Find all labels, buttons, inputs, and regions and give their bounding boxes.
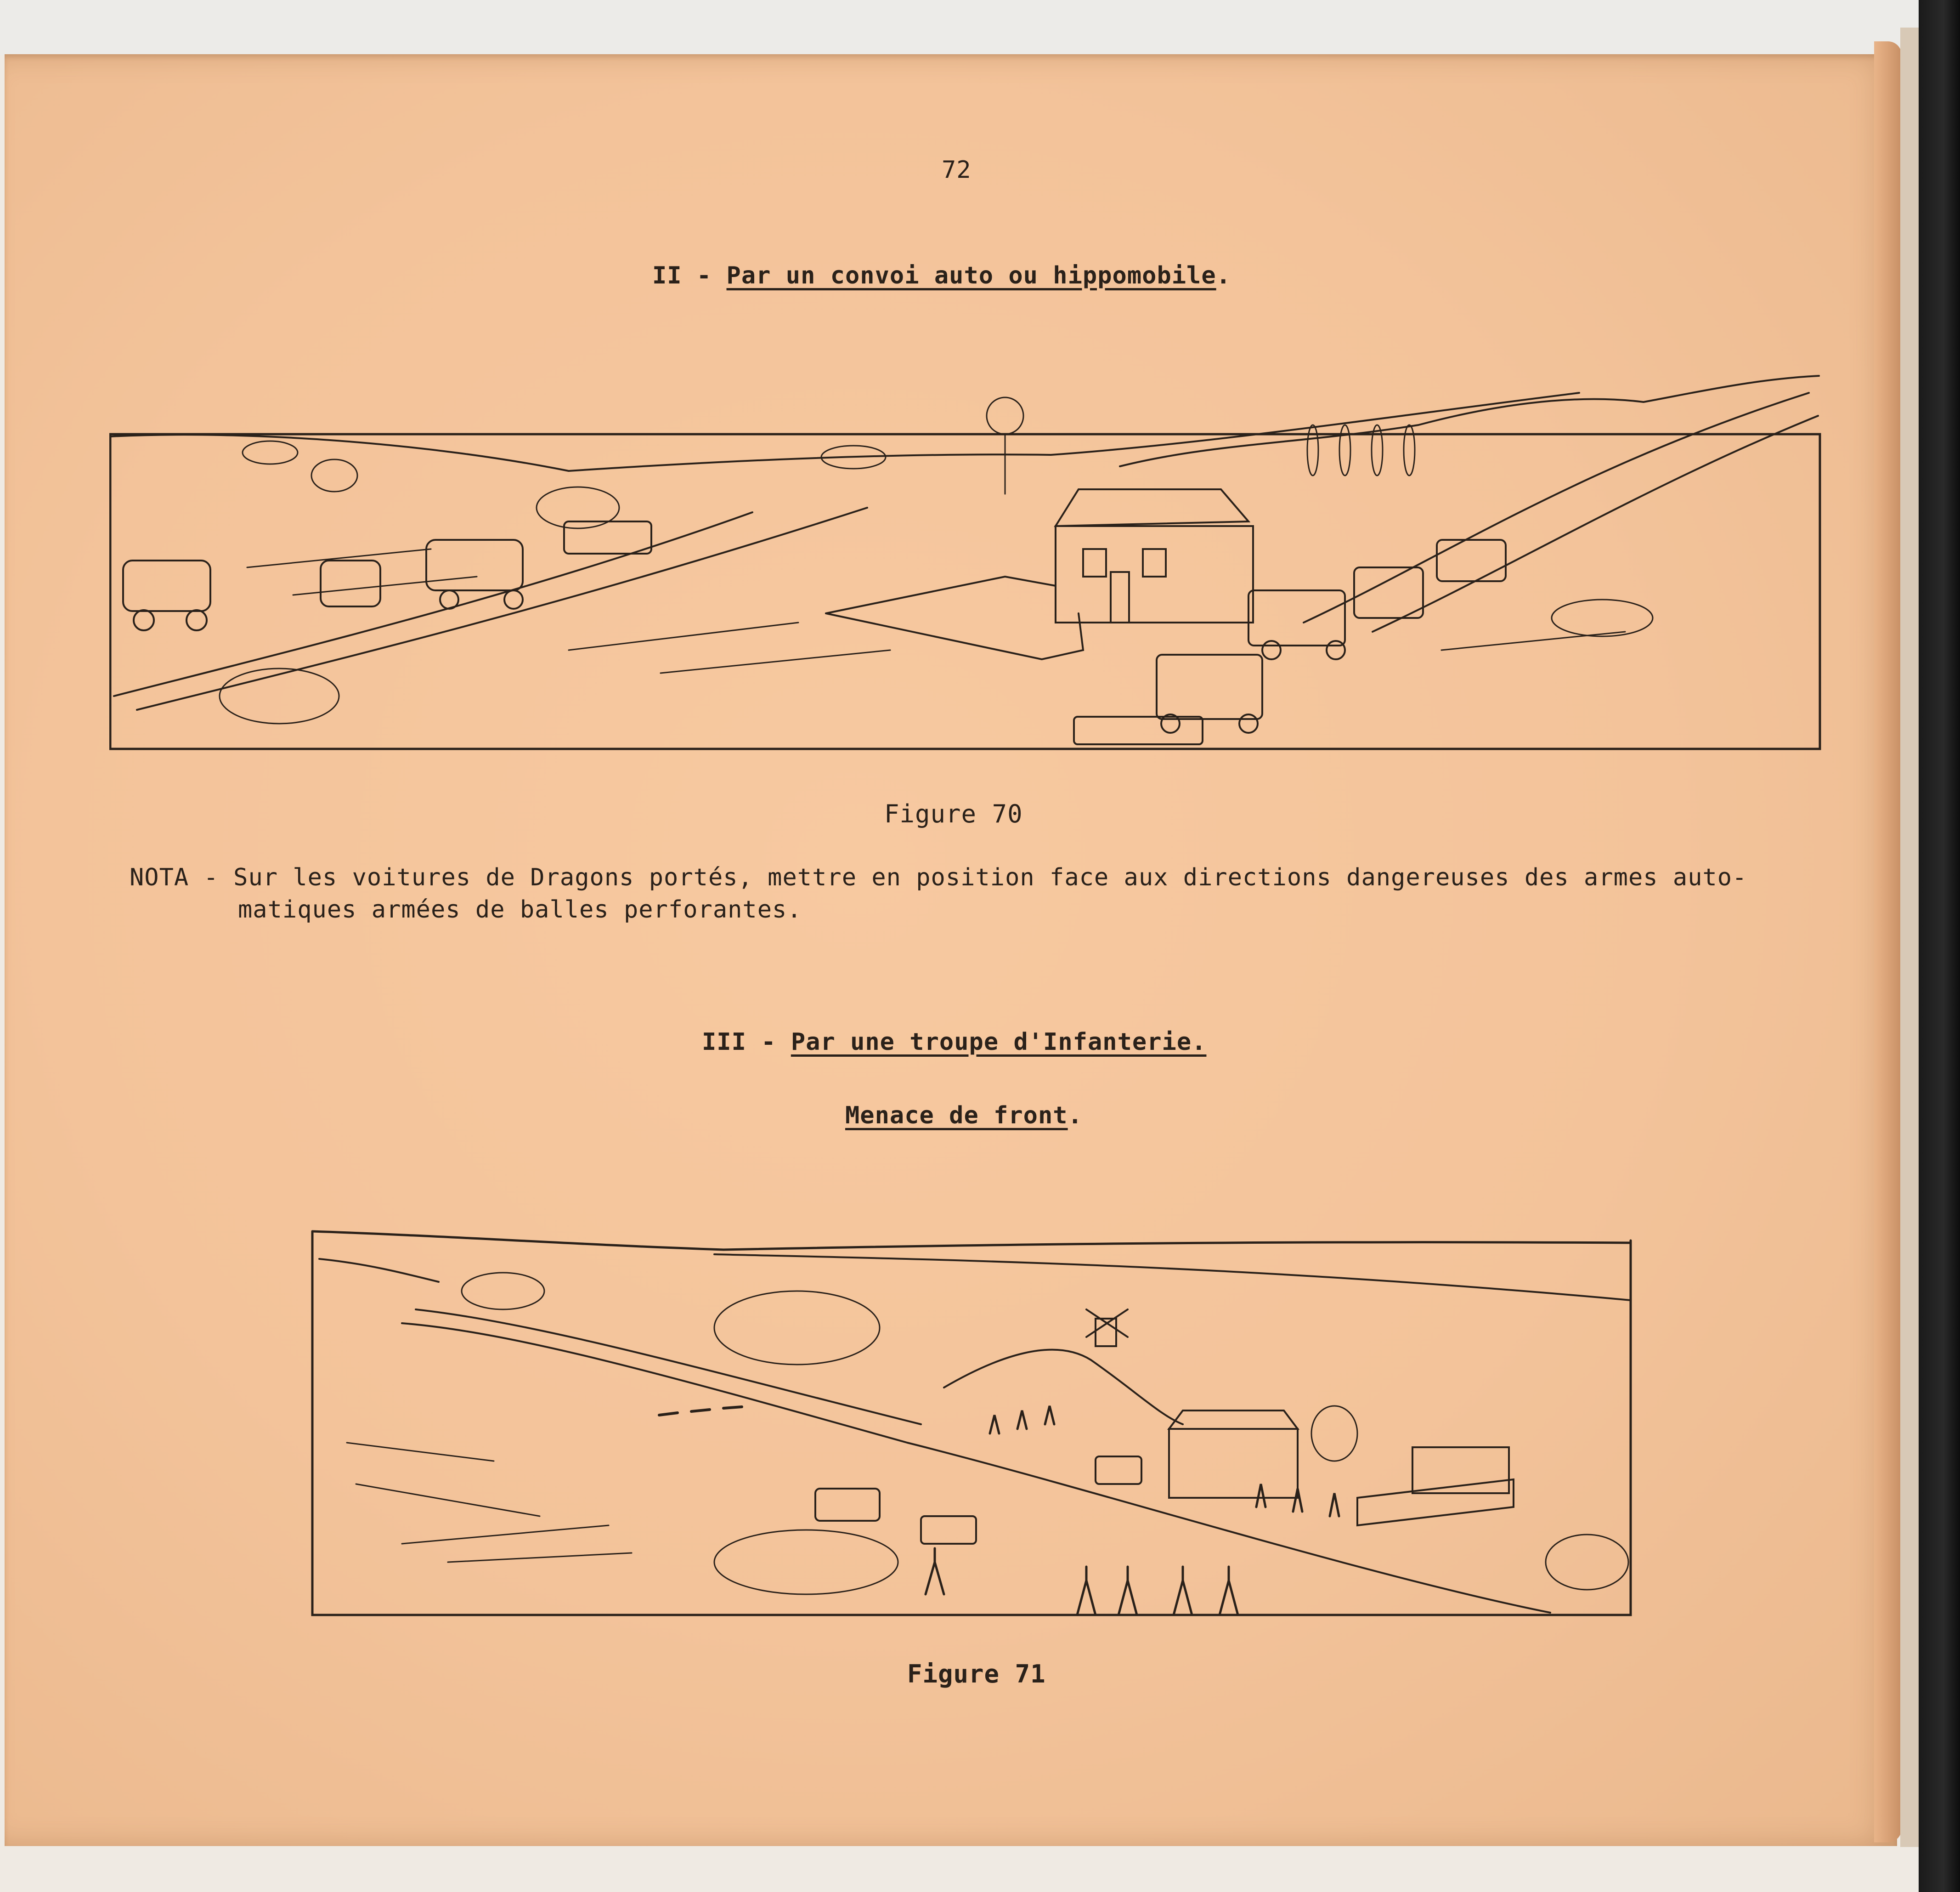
figure-70-frame xyxy=(110,434,1820,749)
figure-71-frame xyxy=(312,1231,1631,1615)
nota-line-1: NOTA - Sur les voitures de Dragons portés, mettre en position face aux directions dangereuses des armes auto- xyxy=(130,864,1747,891)
section-3-subtitle-text: Menace de front xyxy=(845,1102,1068,1129)
enemy-dashes xyxy=(659,1407,742,1415)
figure-71-hills xyxy=(319,1254,1631,1300)
infantry-soldiers xyxy=(926,1406,1339,1615)
convoy-wagons xyxy=(123,521,651,630)
page-edge xyxy=(1874,41,1902,1842)
figure-70-caption: Figure 70 xyxy=(884,799,1023,828)
section-2-number: II - xyxy=(652,262,727,289)
figure-70-mountains xyxy=(1120,376,1819,466)
nota-line-2: matiques armées de balles perforantes. xyxy=(238,896,802,923)
figure-70-road-right xyxy=(1304,393,1818,632)
section-2-suffix: . xyxy=(1216,262,1231,289)
vehicles xyxy=(815,1456,1141,1544)
figure-71-caption: Figure 71 xyxy=(907,1660,1046,1688)
figure-71-field-lines xyxy=(347,1443,632,1562)
scanner-background xyxy=(0,0,1960,55)
hill-with-mill xyxy=(944,1309,1183,1424)
section-2-heading xyxy=(652,262,1231,289)
section-3-subtitle-suffix: . xyxy=(1068,1102,1083,1129)
figure-71-road xyxy=(402,1309,1550,1613)
figure-71-illustration xyxy=(310,1185,1633,1617)
farmhouse xyxy=(826,489,1253,659)
page-number: 72 xyxy=(942,156,972,184)
section-3-subtitle xyxy=(845,1102,1083,1129)
page-gutter xyxy=(1900,28,1919,1847)
section-2-title: Par un convoi auto ou hippomobile xyxy=(726,262,1216,289)
woods xyxy=(462,1273,1628,1594)
book-binding xyxy=(1919,0,1960,1892)
section-3-number: III - xyxy=(702,1028,791,1056)
figure-70-road xyxy=(114,508,867,710)
farm-buildings xyxy=(1169,1411,1514,1525)
section-3-heading xyxy=(702,1028,1206,1056)
trucks xyxy=(1074,540,1506,744)
figure-70-illustration xyxy=(109,374,1823,751)
section-3-title: Par une troupe d'Infanterie. xyxy=(791,1028,1207,1056)
